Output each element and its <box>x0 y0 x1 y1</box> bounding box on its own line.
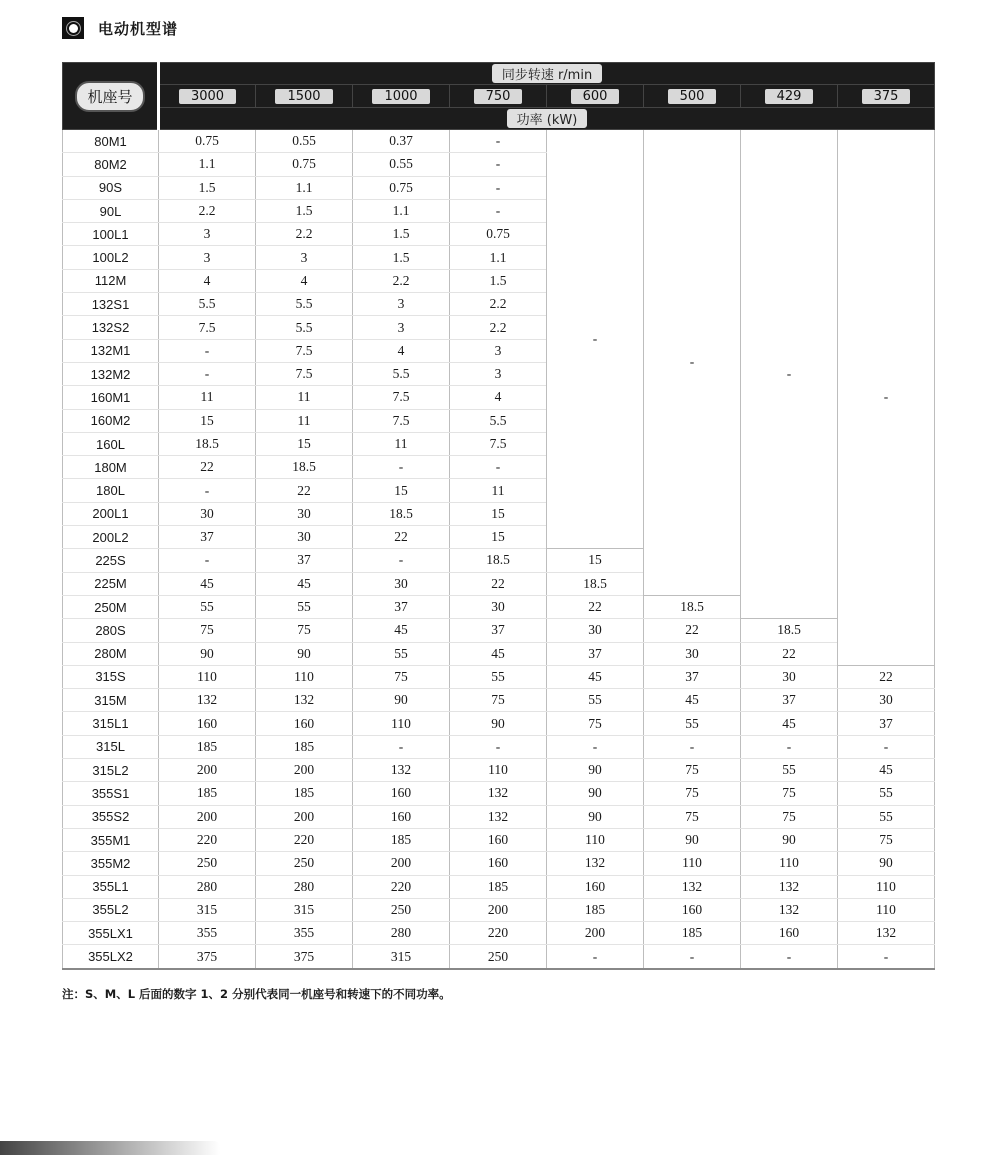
power-cell: 45 <box>838 759 935 782</box>
model-cell: 280M <box>63 642 159 665</box>
model-cell: 355S2 <box>63 805 159 828</box>
power-cell: 250 <box>353 898 450 921</box>
power-cell: 280 <box>256 875 353 898</box>
power-cell: 18.5 <box>644 595 741 618</box>
model-cell: 355L2 <box>63 898 159 921</box>
merged-empty-cell: - <box>741 130 838 619</box>
model-cell: 132S2 <box>63 316 159 339</box>
power-cell: 75 <box>256 619 353 642</box>
speed-header-label: 750 <box>474 89 523 104</box>
power-cell: 110 <box>256 665 353 688</box>
power-cell: 1.1 <box>353 199 450 222</box>
power-cell: 90 <box>353 689 450 712</box>
power-cell: 250 <box>159 852 256 875</box>
model-cell: 200L2 <box>63 526 159 549</box>
power-cell: 15 <box>353 479 450 502</box>
power-cell: 37 <box>741 689 838 712</box>
model-column-header <box>63 63 159 130</box>
power-cell: 200 <box>547 922 644 945</box>
power-cell: 1.1 <box>450 246 547 269</box>
power-cell: 5.5 <box>353 362 450 385</box>
power-cell: 5.5 <box>159 293 256 316</box>
power-cell: 15 <box>256 432 353 455</box>
model-cell: 80M2 <box>63 153 159 176</box>
merged-empty-cell: - <box>838 130 935 666</box>
power-cell: 22 <box>741 642 838 665</box>
table-header <box>63 63 935 130</box>
model-cell: 250M <box>63 595 159 618</box>
power-cell: 18.5 <box>256 456 353 479</box>
power-cell: - <box>547 945 644 969</box>
speed-band-header <box>159 63 935 85</box>
power-cell: 355 <box>159 922 256 945</box>
power-cell: 18.5 <box>741 619 838 642</box>
power-cell: 110 <box>159 665 256 688</box>
model-cell: 200L1 <box>63 502 159 525</box>
power-cell: 110 <box>353 712 450 735</box>
power-cell: 55 <box>644 712 741 735</box>
power-cell: 4 <box>256 269 353 292</box>
power-cell: 90 <box>838 852 935 875</box>
power-cell: 75 <box>353 665 450 688</box>
power-cell: 22 <box>547 595 644 618</box>
power-cell: 1.5 <box>256 199 353 222</box>
power-cell: 30 <box>159 502 256 525</box>
power-cell: - <box>547 735 644 758</box>
power-cell: 22 <box>353 526 450 549</box>
power-cell: 280 <box>159 875 256 898</box>
power-cell: 30 <box>838 689 935 712</box>
power-cell: 132 <box>547 852 644 875</box>
power-cell: 90 <box>547 782 644 805</box>
power-cell: - <box>838 735 935 758</box>
model-cell: 355M1 <box>63 828 159 851</box>
power-cell: - <box>450 735 547 758</box>
power-cell: 132 <box>450 782 547 805</box>
power-cell: 45 <box>256 572 353 595</box>
power-cell: 160 <box>353 782 450 805</box>
model-header-label: 机座号 <box>75 81 144 112</box>
power-cell: 18.5 <box>159 432 256 455</box>
speed-header-label: 429 <box>765 89 814 104</box>
model-cell: 80M1 <box>63 130 159 153</box>
model-cell: 315L1 <box>63 712 159 735</box>
motor-spec-table <box>62 62 935 970</box>
speed-header-1000 <box>353 85 450 108</box>
power-cell: 110 <box>547 828 644 851</box>
power-cell: - <box>353 456 450 479</box>
power-cell: - <box>644 735 741 758</box>
power-cell: 110 <box>741 852 838 875</box>
power-cell: - <box>159 339 256 362</box>
merged-empty-cell: - <box>644 130 741 596</box>
speed-header-label: 1500 <box>275 89 332 104</box>
power-cell: 22 <box>450 572 547 595</box>
power-cell: 132 <box>450 805 547 828</box>
power-cell: 90 <box>547 759 644 782</box>
speed-header-3000 <box>159 85 256 108</box>
speed-header-label: 375 <box>862 89 911 104</box>
power-cell: 200 <box>256 805 353 828</box>
power-cell: 7.5 <box>256 362 353 385</box>
power-cell: 160 <box>644 898 741 921</box>
model-cell: 315M <box>63 689 159 712</box>
power-cell: 30 <box>256 526 353 549</box>
speed-header-label: 600 <box>571 89 620 104</box>
model-cell: 90L <box>63 199 159 222</box>
power-cell: 160 <box>450 852 547 875</box>
model-cell: 100L1 <box>63 223 159 246</box>
power-cell: 22 <box>838 665 935 688</box>
power-cell: 250 <box>450 945 547 969</box>
power-cell: - <box>450 130 547 153</box>
model-cell: 90S <box>63 176 159 199</box>
power-cell: 185 <box>353 828 450 851</box>
power-cell: 1.1 <box>256 176 353 199</box>
power-cell: 160 <box>159 712 256 735</box>
table-row <box>63 805 935 828</box>
power-cell: 55 <box>159 595 256 618</box>
power-cell: 90 <box>644 828 741 851</box>
power-cell: 160 <box>450 828 547 851</box>
page-header <box>62 17 178 39</box>
power-cell: 75 <box>644 759 741 782</box>
power-cell: 55 <box>838 805 935 828</box>
power-cell: 200 <box>353 852 450 875</box>
power-cell: 132 <box>838 922 935 945</box>
table-row <box>63 852 935 875</box>
table-row <box>63 735 935 758</box>
power-cell: 4 <box>159 269 256 292</box>
power-cell: 5.5 <box>256 316 353 339</box>
power-cell: 132 <box>159 689 256 712</box>
power-cell: 11 <box>159 386 256 409</box>
bullet-icon <box>62 17 84 39</box>
power-cell: 75 <box>644 782 741 805</box>
power-band-header <box>159 108 935 130</box>
model-cell: 315L <box>63 735 159 758</box>
power-cell: 37 <box>547 642 644 665</box>
power-cell: 75 <box>159 619 256 642</box>
power-cell: 110 <box>838 875 935 898</box>
power-cell: 11 <box>450 479 547 502</box>
power-cell: 110 <box>838 898 935 921</box>
power-cell: 4 <box>450 386 547 409</box>
model-cell: 100L2 <box>63 246 159 269</box>
model-cell: 315L2 <box>63 759 159 782</box>
power-cell: 0.37 <box>353 130 450 153</box>
model-cell: 355S1 <box>63 782 159 805</box>
power-cell: - <box>159 362 256 385</box>
power-cell: 37 <box>450 619 547 642</box>
power-cell: 5.5 <box>256 293 353 316</box>
power-cell: 22 <box>256 479 353 502</box>
power-cell: 110 <box>450 759 547 782</box>
power-cell: 1.5 <box>450 269 547 292</box>
power-cell: 220 <box>353 875 450 898</box>
power-cell: 1.1 <box>159 153 256 176</box>
power-cell: 0.75 <box>159 130 256 153</box>
power-cell: 55 <box>256 595 353 618</box>
power-cell: 55 <box>450 665 547 688</box>
power-cell: 90 <box>547 805 644 828</box>
power-cell: 37 <box>353 595 450 618</box>
power-cell: 55 <box>547 689 644 712</box>
power-cell: 160 <box>353 805 450 828</box>
power-cell: 160 <box>741 922 838 945</box>
model-cell: 160L <box>63 432 159 455</box>
power-cell: 45 <box>644 689 741 712</box>
power-cell: 75 <box>547 712 644 735</box>
power-cell: 30 <box>450 595 547 618</box>
power-cell: 355 <box>256 922 353 945</box>
power-cell: 3 <box>353 316 450 339</box>
power-cell: 75 <box>644 805 741 828</box>
table-row <box>63 130 935 153</box>
power-cell: 45 <box>741 712 838 735</box>
model-cell: 160M1 <box>63 386 159 409</box>
power-cell: - <box>450 199 547 222</box>
power-cell: 200 <box>159 805 256 828</box>
power-cell: 90 <box>741 828 838 851</box>
speed-header-750 <box>450 85 547 108</box>
power-cell: 30 <box>256 502 353 525</box>
power-cell: 90 <box>159 642 256 665</box>
speed-header-1500 <box>256 85 353 108</box>
power-cell: - <box>450 456 547 479</box>
power-cell: 15 <box>547 549 644 572</box>
power-cell: 30 <box>547 619 644 642</box>
power-cell: 45 <box>159 572 256 595</box>
power-cell: 2.2 <box>353 269 450 292</box>
power-cell: - <box>644 945 741 969</box>
power-cell: 18.5 <box>353 502 450 525</box>
table-row <box>63 875 935 898</box>
power-cell: 185 <box>159 782 256 805</box>
power-cell: 160 <box>256 712 353 735</box>
power-cell: 185 <box>450 875 547 898</box>
power-cell: 18.5 <box>547 572 644 595</box>
power-cell: 45 <box>353 619 450 642</box>
power-cell: 90 <box>256 642 353 665</box>
power-cell: - <box>741 735 838 758</box>
power-cell: 0.55 <box>353 153 450 176</box>
power-cell: 375 <box>256 945 353 969</box>
power-cell: 75 <box>838 828 935 851</box>
power-cell: 30 <box>353 572 450 595</box>
model-cell: 355LX1 <box>63 922 159 945</box>
model-cell: 160M2 <box>63 409 159 432</box>
power-cell: 220 <box>450 922 547 945</box>
power-cell: 90 <box>450 712 547 735</box>
model-cell: 355M2 <box>63 852 159 875</box>
power-cell: 132 <box>644 875 741 898</box>
power-cell: 22 <box>159 456 256 479</box>
power-cell: 2.2 <box>450 293 547 316</box>
model-cell: 180L <box>63 479 159 502</box>
power-cell: 55 <box>741 759 838 782</box>
power-cell: - <box>159 479 256 502</box>
power-cell: 132 <box>256 689 353 712</box>
power-cell: 185 <box>547 898 644 921</box>
power-cell: 37 <box>644 665 741 688</box>
power-cell: 11 <box>256 409 353 432</box>
power-cell: 11 <box>353 432 450 455</box>
table-body <box>63 130 935 969</box>
merged-empty-cell: - <box>547 130 644 549</box>
power-cell: 7.5 <box>353 409 450 432</box>
power-cell: 3 <box>159 223 256 246</box>
power-cell: 45 <box>547 665 644 688</box>
power-cell: 0.75 <box>450 223 547 246</box>
power-cell: 15 <box>450 502 547 525</box>
power-cell: 55 <box>353 642 450 665</box>
table-row <box>63 665 935 688</box>
power-cell: 7.5 <box>450 432 547 455</box>
power-cell: 22 <box>644 619 741 642</box>
power-cell: 250 <box>256 852 353 875</box>
page-title: 电动机型谱 <box>98 19 179 38</box>
scan-edge-shadow <box>0 1141 220 1155</box>
power-cell: 220 <box>159 828 256 851</box>
model-cell: 112M <box>63 269 159 292</box>
table-row <box>63 642 935 665</box>
speed-header-375 <box>838 85 935 108</box>
power-cell: - <box>741 945 838 969</box>
power-cell: 185 <box>644 922 741 945</box>
speed-header-600 <box>547 85 644 108</box>
power-cell: 7.5 <box>256 339 353 362</box>
power-cell: 280 <box>353 922 450 945</box>
power-cell: 18.5 <box>450 549 547 572</box>
power-cell: 185 <box>159 735 256 758</box>
power-cell: 160 <box>547 875 644 898</box>
speed-header-label: 1000 <box>372 89 429 104</box>
power-cell: 1.5 <box>353 246 450 269</box>
model-cell: 355L1 <box>63 875 159 898</box>
power-cell: 2.2 <box>159 199 256 222</box>
model-cell: 280S <box>63 619 159 642</box>
power-cell: 0.75 <box>256 153 353 176</box>
power-cell: 132 <box>353 759 450 782</box>
model-cell: 180M <box>63 456 159 479</box>
power-cell: 0.55 <box>256 130 353 153</box>
power-cell: 37 <box>159 526 256 549</box>
table-row <box>63 619 935 642</box>
power-cell: 132 <box>741 875 838 898</box>
power-cell: 37 <box>838 712 935 735</box>
power-cell: 220 <box>256 828 353 851</box>
power-cell: - <box>838 945 935 969</box>
table-row <box>63 898 935 921</box>
power-cell: 110 <box>644 852 741 875</box>
power-cell: 200 <box>450 898 547 921</box>
model-cell: 132M1 <box>63 339 159 362</box>
table-row <box>63 712 935 735</box>
power-cell: 185 <box>256 782 353 805</box>
power-cell: 315 <box>256 898 353 921</box>
power-cell: 15 <box>159 409 256 432</box>
power-cell: - <box>450 153 547 176</box>
power-cell: 0.75 <box>353 176 450 199</box>
footnote: 注：S、M、L 后面的数字 1、2 分别代表同一机座号和转速下的不同功率。 <box>62 987 451 1001</box>
model-cell: 132M2 <box>63 362 159 385</box>
power-cell: 4 <box>353 339 450 362</box>
table-row <box>63 922 935 945</box>
power-cell: 315 <box>353 945 450 969</box>
power-cell: 3 <box>353 293 450 316</box>
table-row <box>63 759 935 782</box>
power-cell: 7.5 <box>159 316 256 339</box>
power-cell: 30 <box>741 665 838 688</box>
power-cell: 200 <box>256 759 353 782</box>
model-cell: 355LX2 <box>63 945 159 969</box>
model-cell: 132S1 <box>63 293 159 316</box>
power-cell: - <box>450 176 547 199</box>
power-cell: 1.5 <box>353 223 450 246</box>
speed-header-500 <box>644 85 741 108</box>
power-cell: 7.5 <box>353 386 450 409</box>
power-cell: 15 <box>450 526 547 549</box>
power-cell: 2.2 <box>450 316 547 339</box>
speed-header-429 <box>741 85 838 108</box>
power-cell: 75 <box>450 689 547 712</box>
table-row <box>63 828 935 851</box>
power-cell: 45 <box>450 642 547 665</box>
speed-header-label: 3000 <box>179 89 236 104</box>
power-cell: 2.2 <box>256 223 353 246</box>
power-cell: 315 <box>159 898 256 921</box>
power-cell: 1.5 <box>159 176 256 199</box>
power-cell: 37 <box>256 549 353 572</box>
power-cell: 3 <box>256 246 353 269</box>
table-row <box>63 689 935 712</box>
power-cell: 3 <box>450 362 547 385</box>
power-cell: 30 <box>644 642 741 665</box>
speed-header-label: 500 <box>668 89 717 104</box>
model-cell: 225S <box>63 549 159 572</box>
power-cell: 5.5 <box>450 409 547 432</box>
power-cell: 3 <box>159 246 256 269</box>
table-row <box>63 782 935 805</box>
power-cell: - <box>353 735 450 758</box>
speed-band-label: 同步转速 r/min <box>492 64 602 83</box>
model-cell: 225M <box>63 572 159 595</box>
power-cell: 11 <box>256 386 353 409</box>
power-band-label: 功率 (kW) <box>507 109 588 128</box>
power-cell: 3 <box>450 339 547 362</box>
table-row <box>63 945 935 969</box>
power-cell: 200 <box>159 759 256 782</box>
model-cell: 315S <box>63 665 159 688</box>
power-cell: 185 <box>256 735 353 758</box>
power-cell: 375 <box>159 945 256 969</box>
power-cell: 132 <box>741 898 838 921</box>
power-cell: 75 <box>741 782 838 805</box>
power-cell: 75 <box>741 805 838 828</box>
power-cell: - <box>159 549 256 572</box>
power-cell: 55 <box>838 782 935 805</box>
power-cell: - <box>353 549 450 572</box>
